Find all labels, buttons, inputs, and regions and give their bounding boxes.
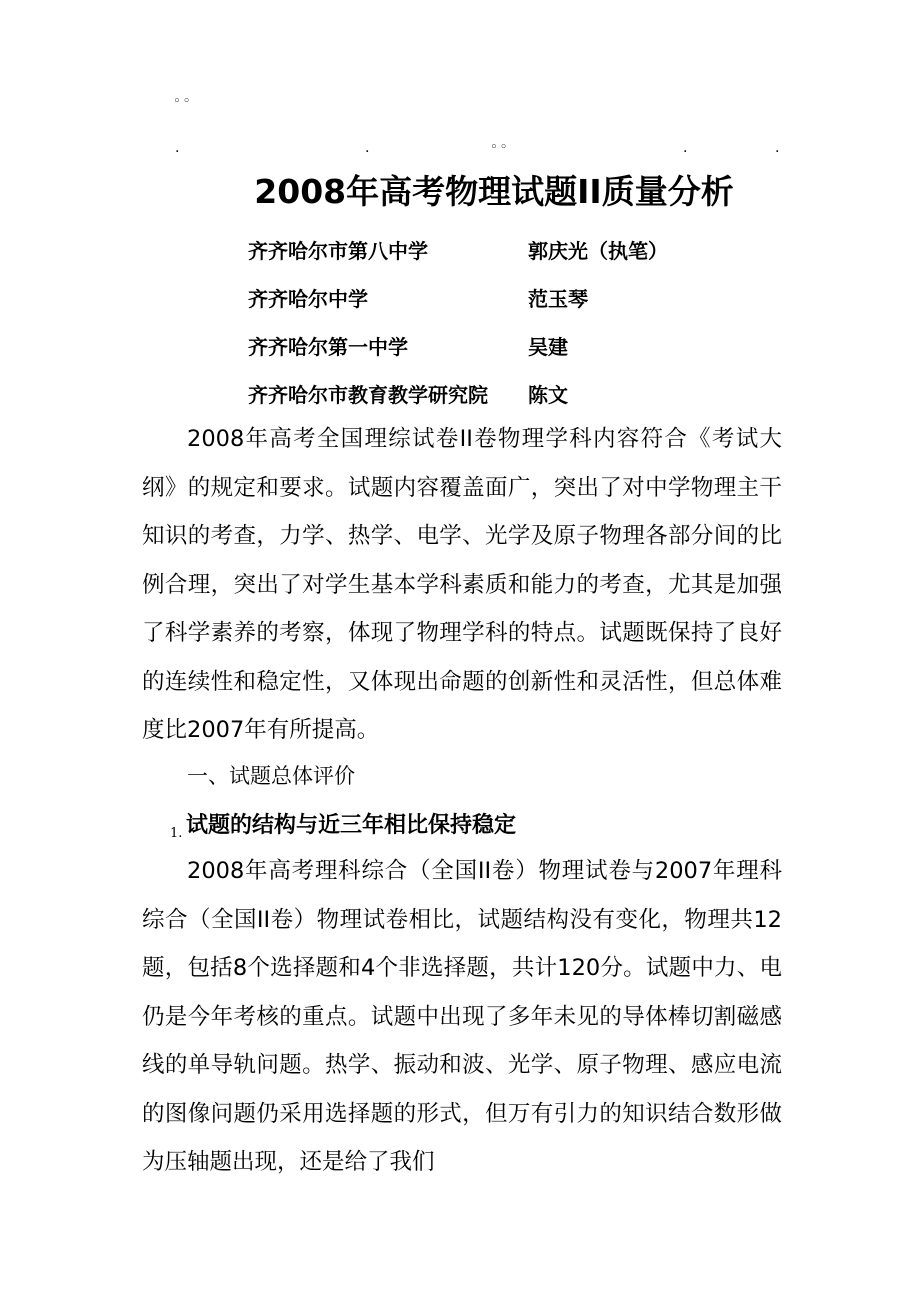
document-title: 2008年高考物理试题II质量分析 [254, 172, 734, 211]
section-heading: 一、试题总体评价 [187, 764, 355, 788]
author-name-4: 陈文 [528, 383, 568, 407]
subsection-heading: 试题的结构与近三年相比保持稳定 [186, 813, 517, 838]
intro-paragraph: 2008年高考全国理综试卷II卷物理学科内容符合《考试大纲》的规定和要求。试题内容覆盖面广，突出了对中学物理主干知识的考查，力学、热学、电学、光学及原子物理各部分间的比例合理，突出了对学生基本学科素质和能力的考查，尤其是加强了科学素养的考察，体现了物理学科的特点。试题既保持了良好的连续性和稳定性，又体现出命题的创新性和灵活性，但总体难度比2007年有所提高。 [142, 426, 782, 743]
header-dot-1: . [175, 140, 180, 156]
author-name-2: 范玉琴 [528, 287, 588, 311]
author-school-3: 齐齐哈尔第一中学 [248, 335, 408, 359]
subsection-number: 1. [170, 826, 183, 841]
author-school-1: 齐齐哈尔市第八中学 [248, 239, 428, 263]
author-name-3: 吴建 [528, 335, 568, 359]
header-dot-3: . [683, 140, 688, 156]
author-name-1: 郭庆光（执笔） [528, 239, 668, 263]
author-school-2: 齐齐哈尔中学 [248, 287, 368, 311]
header-mark-center: ◦◦ [490, 140, 510, 155]
header-dot-2: . [365, 140, 370, 156]
header-mark-top: ◦◦ [173, 94, 193, 109]
structure-paragraph: 2008年高考理科综合（全国II卷）物理试卷与2007年理科综合（全国II卷）物理试卷相比，试题结构没有变化，物理共12题，包括8个选择题和4个非选择题，共计120分。试题中力、电仍是今年考核的重点。试题中出现了多年未见的导体棒切割磁感线的单导轨问题。热学、振动和波、光学、原子物理、感应电流的图像问题仍采用选择题的形式，但万有引力的知识结合数形做为压轴题出现，还是给了我们 [142, 858, 782, 1175]
author-school-4: 齐齐哈尔市教育教学研究院 [248, 383, 488, 407]
header-dot-4: . [775, 140, 780, 156]
